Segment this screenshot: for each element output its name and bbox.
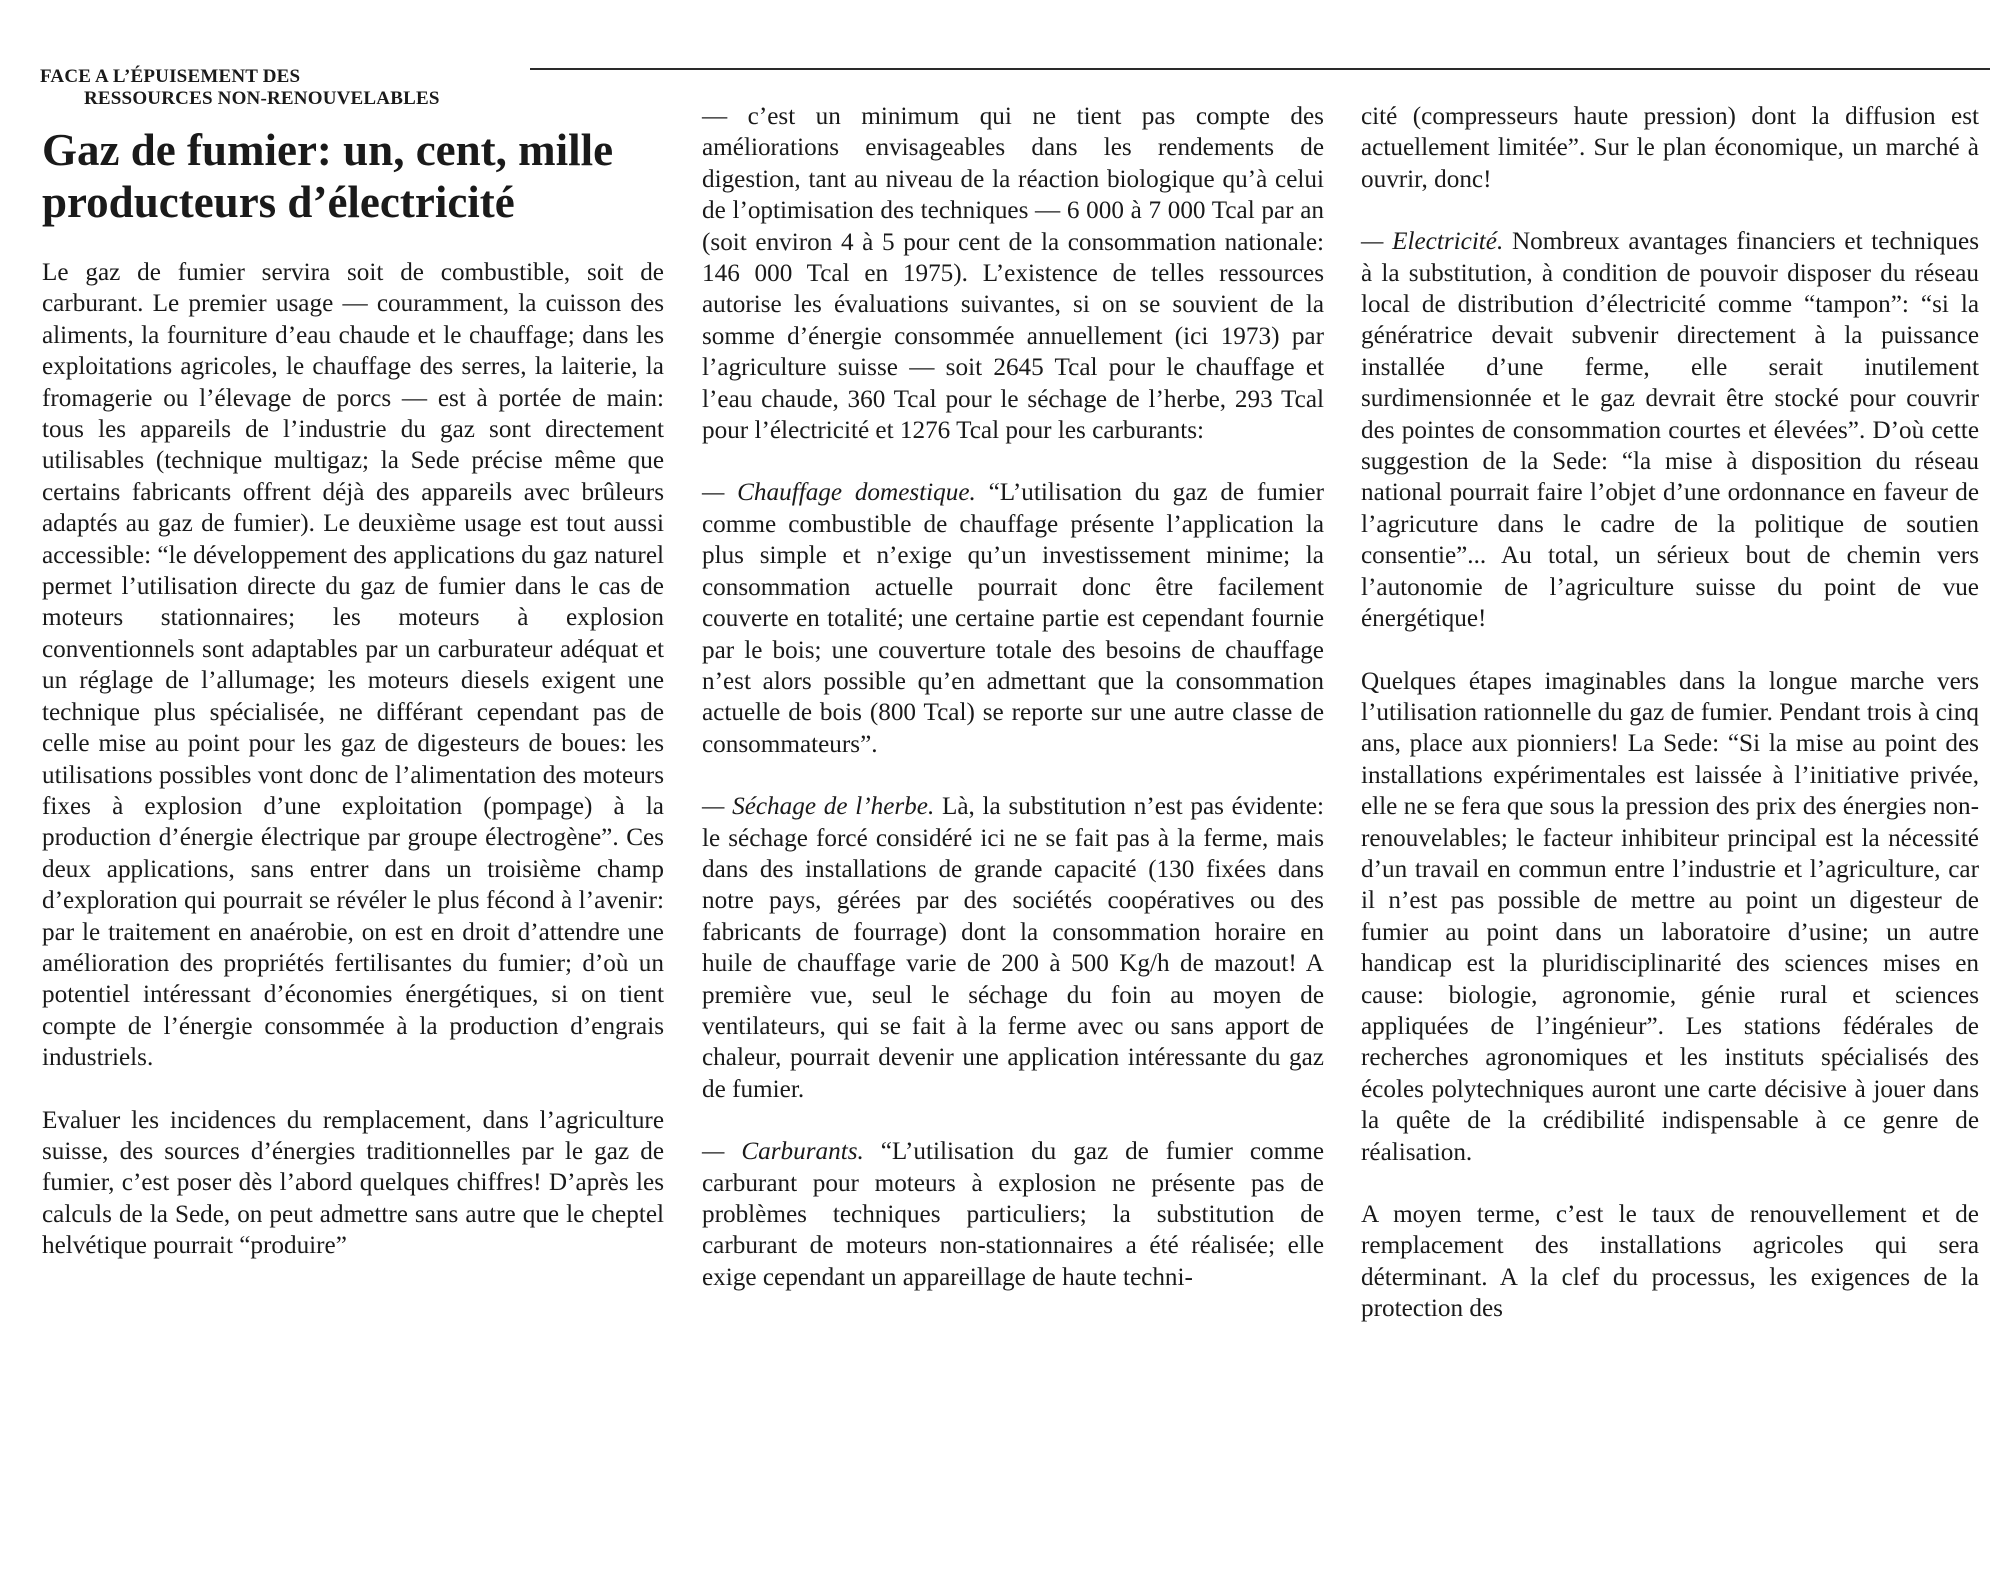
subhead-electricite: — Electricité.	[1361, 228, 1504, 256]
kicker-line-1: FACE A L’ÉPUISEMENT DES	[40, 66, 301, 87]
paragraph: Evaluer les incidences du remplacement, dans l’agriculture suisse, des sources d’énergies traditionnelles par le gaz de fumier, c’est poser dès l’abord quelques chiffres! D’après les calculs de la Sede, on peut admettre sans autre que le cheptel helvétique pourrait “produire”	[42, 1106, 664, 1260]
subhead-chauffage: — Chauffage domestique.	[702, 479, 976, 507]
header-rule	[530, 68, 1990, 70]
paragraph	[702, 477, 1324, 760]
paragraph: — c’est un minimum qui ne tient pas compte des améliorations envisageables dans les rendements de digestion, tant au niveau de la réaction biologique qu’à celui de l’optimisation des techniques — 6 000 à 7 000 Tcal par an (soit environ 4 à 5 pour cent de la consommation nationale: 146 000 Tcal en 1975). L’existence de telles ressources autorise les évaluations suivantes, si on se souvient de la somme d’énergie consommée annuellement (ici 1973) par l’agriculture suisse — soit 2645 Tcal pour le chauffage et l’eau chaude, 360 Tcal pour le séchage de l’herbe, 293 Tcal pour l’électricité et 1276 Tcal pour les carburants:	[702, 103, 1324, 445]
headline-line-1: Gaz de fumier: un, cent, mille	[42, 125, 614, 175]
paragraph: cité (compresseurs haute pression) dont la diffusion est actuellement limitée”. Sur le plan économique, un marché à ouvrir, donc!	[1361, 103, 1979, 193]
section-kicker	[40, 66, 440, 110]
paragraph	[702, 791, 1324, 1105]
article-headline	[42, 124, 682, 228]
text-column-2	[702, 101, 1324, 1293]
paragraph-body: “L’utilisation du gaz de fumier comme combustible de chauffage présente l’application la plus simple et n’exige qu’un investissement minime; la consommation actuelle pourrait donc être facilement couverte en totalité; une certaine partie est cependant fournie par le bois; une couverture totale des besoins de chauffage n’est alors possible qu’en admettant que la consommation actuelle de bois (800 Tcal) se reporte sur une autre classe de consommateurs”.	[702, 479, 1324, 758]
paragraph: Quelques étapes imaginables dans la longue marche vers l’utilisation rationnelle du gaz de fumier. Pendant trois à cinq ans, place aux pionniers! La Sede: “Si la mise au point des installations expérimentales est laissée à l’initiative privée, elle ne se fera que sous la pression des prix des énergies non-renouvelables; le facteur inhibiteur principal est la nécessité d’un travail en commun entre l’industrie et l’agriculture, car il n’est pas possible de mettre au point un digesteur de fumier au point dans un laboratoire d’usine; un autre handicap est la pluridisciplinarité des sciences mises en cause: biologie, agronomie, génie rural et sciences appliquées de l’ingénieur”. Les stations fédérales de recherches agronomiques et les instituts spécialisés des écoles polytechniques auront une carte décisive à jouer dans la quête de la crédibilité indispensable à ce genre de réalisation.	[1361, 667, 1979, 1166]
kicker-line-2: RESSOURCES NON-RENOUVELABLES	[84, 88, 440, 109]
paragraph	[1361, 226, 1979, 634]
text-column-1	[42, 257, 664, 1262]
paragraph-body: Là, la substitution n’est pas évidente: le séchage forcé considéré ici ne se fait pas à la ferme, mais dans des installations de grande capacité (130 fixées dans notre pays, gérées par des sociétés coopératives ou des fabricants de fourrage) dont la consommation horaire en huile de chauffage varie de 200 à 500 Kg/h de mazout! A première vue, seul le séchage du foin au moyen de ventilateurs, qui se fait à la ferme avec ou sans apport de chaleur, pourrait devenir une application intéressante du gaz de fumier.	[702, 793, 1324, 1103]
paragraph: A moyen terme, c’est le taux de renouvellement et de remplacement des installations agricoles qui sera déterminant. A la clef du processus, les exigences de la protection des	[1361, 1201, 1979, 1323]
headline-line-2: producteurs d’électricité	[42, 177, 515, 227]
paragraph-body: “L’utilisation du gaz de fumier comme carburant pour moteurs à explosion ne présente pas de problèmes techniques particuliers; la substitution de carburant de moteurs non-stationnaires a été réalisée; elle exige cependant un appareillage de haute techni-	[702, 1138, 1325, 1291]
subhead-sechage: — Séchage de l’herbe.	[702, 793, 935, 821]
text-column-3	[1361, 101, 1979, 1325]
subhead-carburants: — Carburants.	[702, 1138, 864, 1166]
paragraph-body: Nombreux avantages financiers et techniques à la substitution, à condition de pouvoir disposer du réseau local de distribution d’électricité comme “tampon”: “si la génératrice devait subvenir directement à la puissance installée d’une ferme, elle serait inutilement surdimensionnée et le gaz devrait être stocké pour couvrir des pointes de consommation courtes et élevées”. D’où cette suggestion de la Sede: “la mise à disposition du réseau national pourrait faire l’objet d’une ordonnance en faveur de l’agricuture dans le cadre de la politique de soutien consentie”... Au total, un sérieux bout de chemin vers l’autonomie de l’agriculture suisse du point de vue énergétique!	[1361, 228, 1979, 633]
paragraph: Le gaz de fumier servira soit de combustible, soit de carburant. Le premier usage — couramment, la cuisson des aliments, la fourniture d’eau chaude et le chauffage; dans les exploitations agricoles, le chauffage des serres, la laiterie, la fromagerie ou l’élevage de porcs — est à portée de main: tous les appareils de l’industrie du gaz sont directement utilisables (technique multigaz; la Sede précise même que certains fabricants offrent déjà des appareils avec brûleurs adaptés au gaz de fumier). Le deuxième usage est tout aussi accessible: “le développement des applications du gaz naturel permet l’utilisation directe du gaz de fumier dans le cas de moteurs stationnaires; les moteurs à explosion conventionnels sont adaptables par un carburateur adéquat et un réglage de l’allumage; les moteurs diesels exigent une technique plus spécialisée, ne différant cependant pas de celle mise au point pour les gaz de digesteurs de boues: les utilisations possibles vont donc de l’alimentation des moteurs fixes à explosion d’une exploitation (pompage) à la production d’énergie électrique par groupe électrogène”. Ces deux applications, sans entrer dans un troisième champ d’exploration qui pourrait se révéler le plus fécond à l’avenir: par le traitement en anaérobie, on est en droit d’attendre une amélioration des propriétés fertilisantes du fumier; d’où un potentiel intéressant d’économies énergétiques, si on tient compte de l’énergie consommée à la production d’engrais industriels.	[42, 259, 664, 1072]
paragraph	[702, 1136, 1324, 1293]
